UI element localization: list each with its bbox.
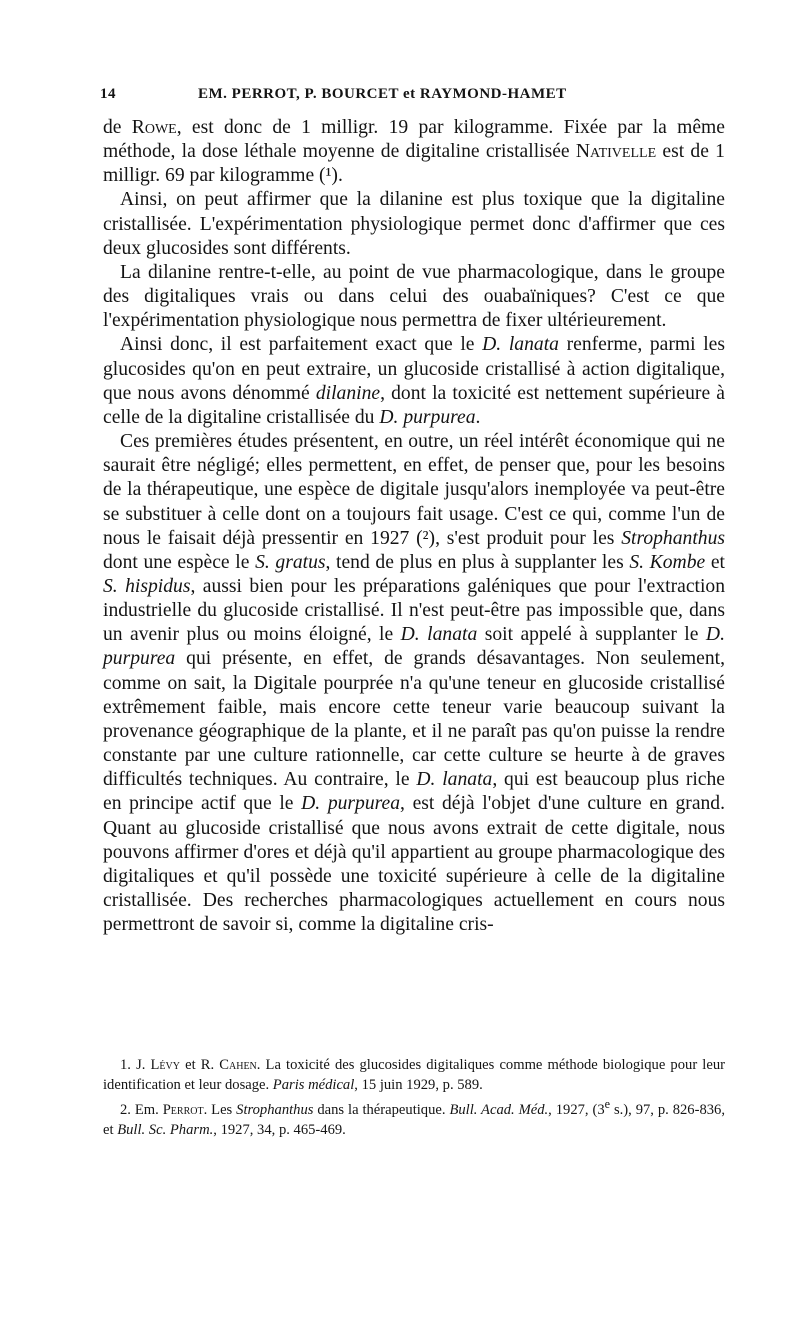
journal-title: Bull. Acad. Méd.: [449, 1102, 549, 1119]
species-name: D. purpurea: [103, 624, 725, 670]
species-name: D. lanata: [482, 334, 559, 356]
genus-name: Strophanthus: [236, 1102, 314, 1119]
running-title: EM. PERROT, P. BOURCET et RAYMOND-HAMET: [198, 86, 567, 102]
footnote-1: 1. J. Lévy et R. Cahen. La toxicité des glucosides digitaliques comme méthode biologique pour leur identification et leur dosage. Paris médical, 15 juin 1929, p. 589.: [103, 1057, 725, 1093]
species-name: S. gratus: [255, 551, 326, 573]
species-name: Strophanthus: [621, 527, 725, 549]
author-name: Lévy: [150, 1057, 180, 1073]
paragraph: de Rowe, est donc de 1 milligr. 19 par kilogramme. Fixée par la même méthode, la dose léthale moyenne de digitaline cristallisée Nativelle est de 1 milligr. 69 par kilogramme (¹).: [103, 117, 725, 187]
running-header: [100, 86, 712, 110]
footnote-2: 2. Em. Perrot. Les Strophanthus dans la thérapeutique. Bull. Acad. Méd., 1927, (3e s.), 97, p. 826-836, et Bull. Sc. Pharm., 1927, 34, p. 465-469.: [103, 1097, 725, 1138]
paragraph: La dilanine rentre-t-elle, au point de vue pharmacologique, dans le groupe des digitaliques vrais ou dans celui des ouabaïniques? C'est ce que l'expérimentation physiologique nous permettra de fixer ultérieurement.: [103, 261, 725, 332]
journal-title: Paris médical: [272, 1076, 355, 1093]
species-name: S. hispidus: [103, 575, 191, 597]
page-number: 14: [100, 86, 116, 102]
main-text: [103, 116, 725, 937]
journal-title: Bull. Sc. Pharm.: [117, 1121, 214, 1138]
paragraph: Ainsi donc, il est parfaitement exact que le D. lanata renferme, parmi les glucosides qu'on en peut extraire, un glucoside cristallisé à action digitalique, que nous avons dénommé dilanine, dont la toxicité est nettement supérieure à celle de la digitaline cristallisée du D. purpurea.: [103, 334, 726, 428]
author-name: Rowe: [131, 117, 177, 138]
footnotes: [103, 1056, 725, 1140]
species-name: D. lanata: [416, 769, 493, 791]
author-name: Nativelle: [575, 141, 657, 163]
paragraph: Ces premières études présentent, en outre, un réel intérêt économique qui ne saurait être négligé; elles permettent, en effet, de penser que, pour les besoins de la thérapeutique, une espèce de digitale jusqu'alors inemployée va peut-être se substituer à celle dont on a toujours fait usage. C'est ce qui, comme l'un de nous le faisait déjà pressentir en 1927 (²), s'est produit pour les Strophanthus dont une espèce le S. gratus, tend de plus en plus à supplanter les S. Kombe et S. hispidus, aussi bien pour les préparations galéniques que pour l'extraction industrielle du glucoside cristallisé. Il n'est peut-être pas impossible que, dans un avenir plus ou moins éloigné, le D. lanata soit appelé à supplanter le D. purpurea qui présente, en effet, de grands désavantages. Non seulement, comme on sait, la Digitale pourprée n'a qu'une teneur en glucoside cristallisé extrêmement faible, mais encore cette teneur varie beaucoup suivant la provenance géographique de la plante, et il ne paraît pas qu'on puisse la rendre constante par une culture rationnelle, car cette culture se heurte à de graves difficultés techniques. Au contraire, le D. lanata, qui est beaucoup plus riche en principe actif que le D. purpurea, est déjà l'objet d'une culture en grand. Quant au glucoside cristallisé que nous avons extrait de cette digitale, nous pouvons affirmer d'ores et déjà qu'il appartient au groupe pharmacologique des digitaliques et qu'il possède une toxicité supérieure à celle de la digitaline cristallisée. Des recherches pharmacologiques actuellement en cours nous permettront de savoir si, comme la digitaline cris-: [103, 431, 726, 936]
species-name: D. purpurea: [301, 793, 401, 815]
species-name: S. Kombe: [629, 551, 706, 573]
species-name: D. lanata: [400, 624, 478, 646]
author-name: Cahen: [219, 1057, 257, 1073]
author-name: Perrot: [162, 1102, 204, 1119]
paragraph: Ainsi, on peut affirmer que la dilanine est plus toxique que la digitaline cristallisée. L'expérimentation physiologique permet donc d'affirmer que ces deux glucosides sont différents.: [103, 189, 725, 259]
superscript: e: [604, 1097, 611, 1112]
compound-name: dilanine: [315, 382, 381, 404]
species-name: D. purpurea: [379, 406, 476, 428]
